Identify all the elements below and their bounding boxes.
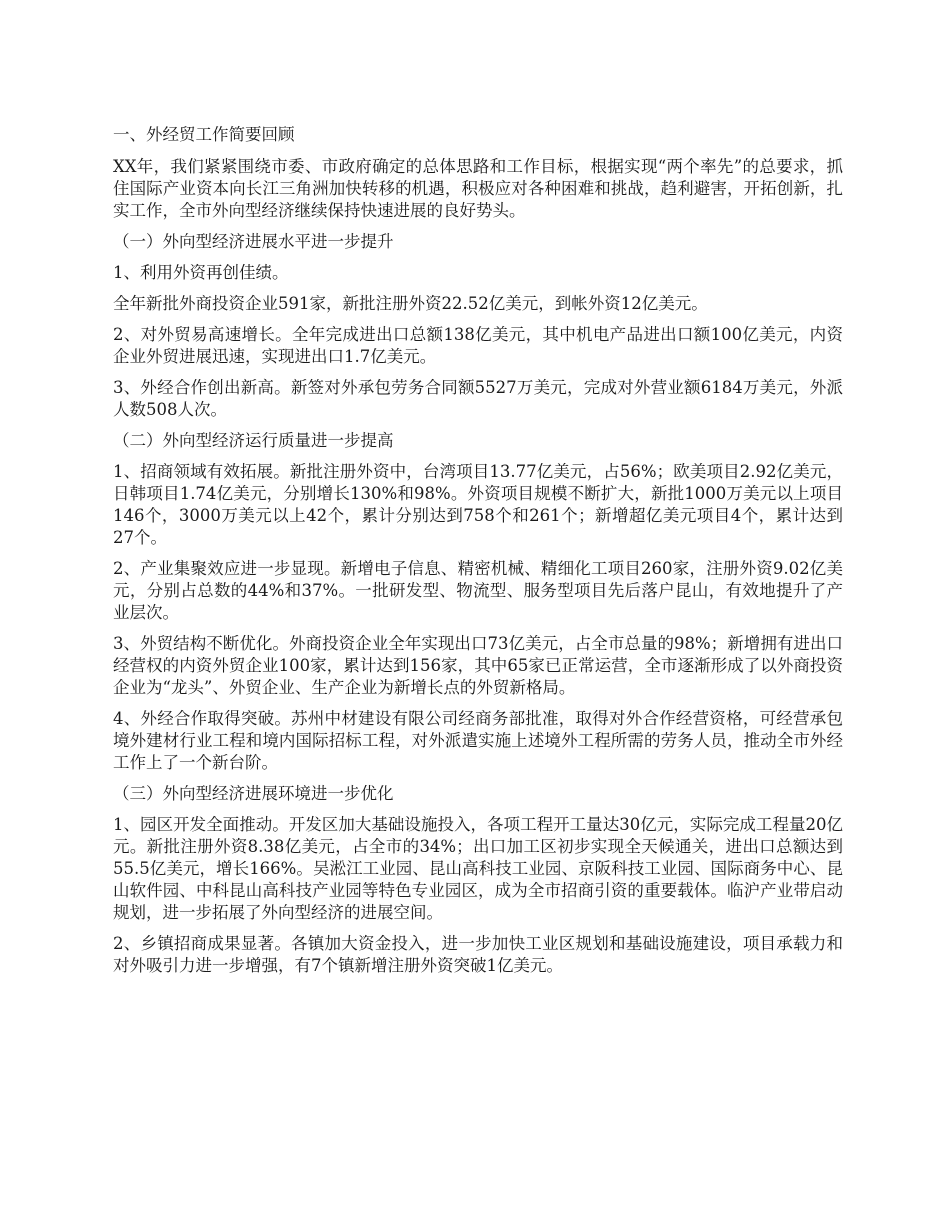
subsection-heading: （三）外向型经济进展环境进一步优化 [113, 784, 394, 803]
paragraph: 2、乡镇招商成果显著。各镇加大资金投入，进一步加快工业区规划和基础设施建设，项目承载力和对外吸引力进一步增强，有7个镇新增注册外资突破1亿美元。 [113, 934, 843, 975]
subsection-heading: （二）外向型经济运行质量进一步提高 [113, 431, 394, 450]
paragraph: 2、产业集聚效应进一步显现。新增电子信息、精密机械、精细化工项目260家，注册外资9.02亿美元，分别占总数的44%和37%。一批研发型、物流型、服务型项目先后落户昆山，有效地提升了产业层次。 [113, 559, 843, 622]
paragraph: 全年新批外商投资企业591家，新批注册外资22.52亿美元，到帐外资12亿美元。 [113, 294, 708, 313]
intro-paragraph: XX年，我们紧紧围绕市委、市政府确定的总体思路和工作目标，根据实现“两个率先”的总要求，抓住国际产业资本向长江三角洲加快转移的机遇，积极应对各种困难和挑战，趋利避害，开拓创新，扎实工作，全市外向型经济继续保持快速进展的良好势头。 [113, 157, 843, 220]
paragraph: 2、对外贸易高速增长。全年完成进出口总额138亿美元，其中机电产品进出口额100亿美元，内资企业外贸进展迅速，实现进出口1.7亿美元。 [113, 325, 843, 366]
subsection-heading: （一）外向型经济进展水平进一步提升 [113, 232, 394, 251]
paragraph: 3、外经合作创出新高。新签对外承包劳务合同额5527万美元，完成对外营业额6184万美元，外派人数508人次。 [113, 378, 843, 419]
paragraph: 1、园区开发全面推动。开发区加大基础设施投入，各项工程开工量达30亿元，实际完成工程量20亿元。新批注册外资8.38亿美元，占全市的34%；出口加工区初步实现全天候通关，进出口总额达到55.5亿美元，增长166%。吴淞江工业园、昆山高科技工业园、京阪科技工业园、国际商务中心、昆山软件园、中科昆山高科技产业园等特色专业园区，成为全市招商引资的重要载体。临沪产业带启动规划，进一步拓展了外向型经济的进展空间。 [113, 815, 843, 922]
paragraph: 1、招商领域有效拓展。新批注册外资中，台湾项目13.77亿美元，占56%；欧美项目2.92亿美元，日韩项目1.74亿美元，分别增长130%和98%。外资项目规模不断扩大，新批1000万美元以上项目146个，3000万美元以上42个，累计分别达到758个和261个；新增超亿美元项目4个，累计达到27个。 [113, 462, 843, 547]
paragraph: 1、利用外资再创佳绩。 [113, 263, 289, 282]
document-body [113, 124, 843, 986]
paragraph: 3、外贸结构不断优化。外商投资企业全年实现出口73亿美元，占全市总量的98%；新增拥有进出口经营权的内资外贸企业100家，累计达到156家，其中65家已正常运营，全市逐渐形成了以外商投资企业为“龙头”、外贸企业、生产企业为新增长点的外贸新格局。 [113, 634, 843, 697]
paragraph: 4、外经合作取得突破。苏州中材建设有限公司经商务部批准，取得对外合作经营资格，可经营承包境外建材行业工程和境内国际招标工程，对外派遣实施上述境外工程所需的劳务人员，推动全市外经工作上了一个新台阶。 [113, 709, 843, 772]
section-heading: 一、外经贸工作简要回顾 [113, 125, 295, 144]
